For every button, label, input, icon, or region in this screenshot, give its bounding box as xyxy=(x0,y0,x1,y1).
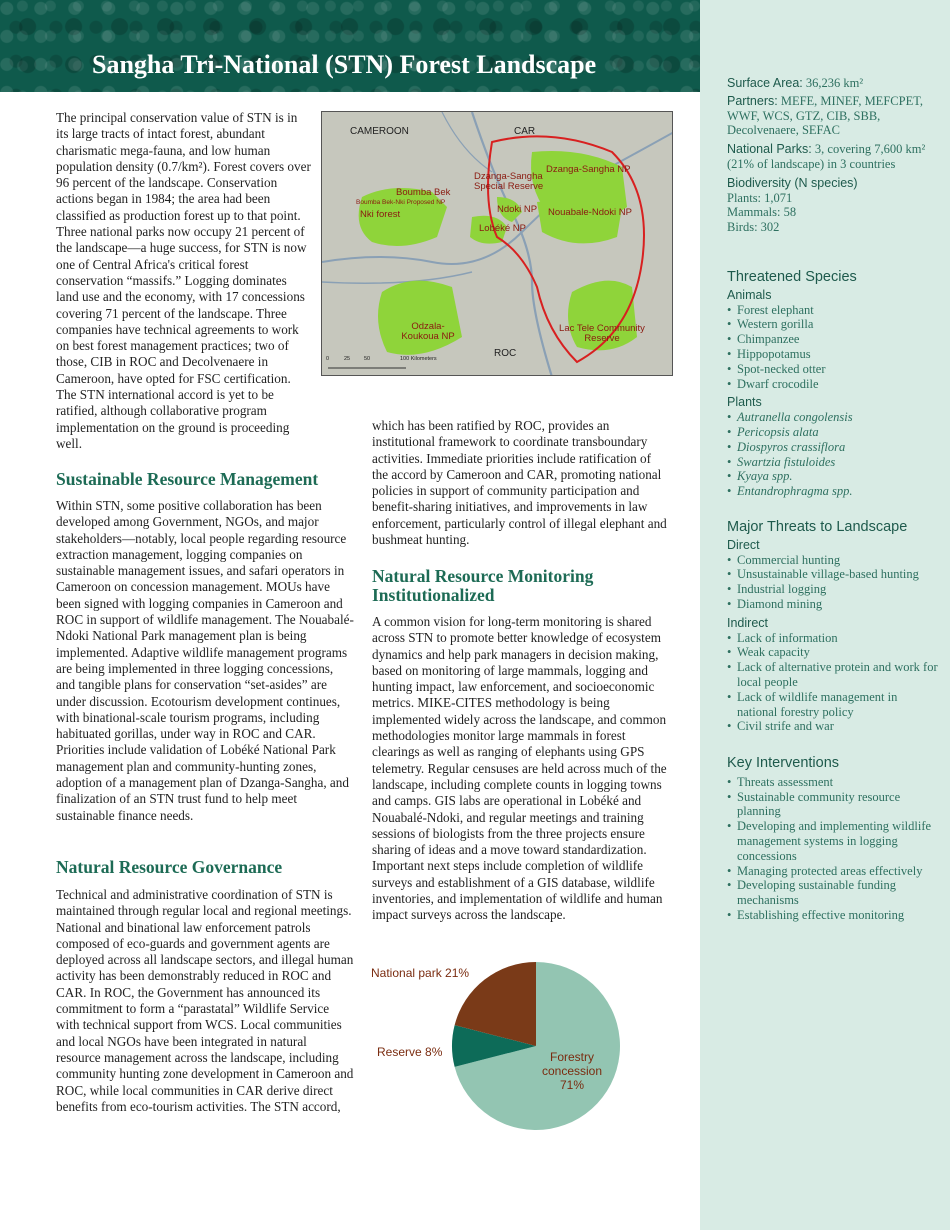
list-item: • Weak capacity xyxy=(727,645,939,660)
heading-monitoring: Natural Resource Monitoring Institutionalized xyxy=(372,566,594,605)
list-item: • Civil strife and war xyxy=(727,719,939,734)
list-item: • Unsustainable village-based hunting xyxy=(727,567,939,582)
map-country-car: CAR xyxy=(514,126,536,137)
heading-governance: Natural Resource Governance xyxy=(56,857,283,877)
governance-cont-column xyxy=(372,418,668,548)
list-item: • Hippopotamus xyxy=(727,347,939,362)
governance-cont-text: which has been ratified by ROC, provides an institutional framework to coordinate transboundary activities. Immediate priorities include ratification of the accord by Cameroon and CAR, promoting national policies in support of community participation and benefit-sharing initiatives, and improvements in law enforcement, particularly control of illegal elephant and bushmeat hunting. xyxy=(372,418,667,548)
heading-sustainable: Sustainable Resource Management xyxy=(56,469,319,489)
list-item: • Pericopsis alata xyxy=(727,425,939,440)
monitoring-text: A common vision for long-term monitoring is shared across STN to promote better knowledge of ecosystem dynamics and help park managers in decision making, based on monitoring of large mammals, logging and hunting impact, law enforcement, and socioeconomic metrics. MIKE-CITES methodology is being implemented widely across the landscape, and common methodologies monitor large mammals in forest clearings as well as ranging of elephants using GPS telemetry. Regular censuses are held across much of the landscape, including complete counts in logging towns and camps. GIS labs are operational in Lobéké and Nouabalé-Ndoki, and regular meetings and training sessions of biologists from the three projects ensure sharing of ideas and a move toward standardization. Important next steps include completion of wildlife surveys and establishment of a GIS database, wildlife inventories, and implementation of wildlife and human impact surveys across the landscape. xyxy=(372,614,667,923)
map-country-roc: ROC xyxy=(494,348,517,359)
list-item: • Developing sustainable funding mechanisms xyxy=(727,878,939,908)
list-item: • Lack of wildlife management in national forestry policy xyxy=(727,690,939,720)
sidebar-facts xyxy=(727,76,939,235)
pie-label-forestry xyxy=(533,1050,611,1092)
park-odzala xyxy=(378,281,462,355)
interventions-heading: Key Interventions xyxy=(727,755,840,771)
threats-heading: Major Threats to Landscape xyxy=(727,519,908,535)
header-band xyxy=(0,0,700,92)
intro-text: The principal conservation value of STN is in its large tracts of intact forest, abundant charismatic mega-fauna, and low human population density (0.7/km²). Forest covers over 96 percent of the landscape. Conservation actions began in 1984; the area had been classified as production forest up to that point. Three national parks now occupy 21 percent of the landscape—a huge success, for STN is now one of Central Africa's critical forest conservation “massifs.” Logging dominates land use and the economy, with 17 concessions covering 71 percent of the landscape. Three companies have technical agreements to work on best forest management practices; two of those, CIB in ROC and Decolvenaere in Cameroon, have opted for FSC certification. The STN international accord is yet to be ratified, although collaborative program implementation on the ground is proceeding well. xyxy=(56,110,311,451)
intro-column xyxy=(56,110,312,452)
plants-label: Plants xyxy=(727,395,762,410)
map-scale-tick-25: 25 xyxy=(344,356,351,362)
threatened-heading: Threatened Species xyxy=(727,269,857,285)
list-item: • Lack of alternative protein and work for local people xyxy=(727,660,939,690)
list-item: • Forest elephant xyxy=(727,303,939,318)
list-item: • Lack of information xyxy=(727,631,939,646)
plants-list xyxy=(727,410,939,499)
page-title: Sangha Tri-National (STN) Forest Landscape xyxy=(92,50,597,79)
pie-chart xyxy=(365,960,665,1140)
list-item: • Developing and implementing wildlife management systems in logging concessions xyxy=(727,819,939,863)
list-item: • Managing protected areas effectively xyxy=(727,864,939,879)
partners: Partners: MEFE, MINEF, MEFCPET, WWF, WCS, GTZ, CIB, SBB, Decolvenaere, SEFAC xyxy=(727,93,924,138)
map-label-lac-tele: Lac Tele Community Reserve xyxy=(559,323,645,344)
list-item: • Sustainable community resource planning xyxy=(727,790,939,820)
sustainable-column xyxy=(56,498,354,824)
list-item: • Autranella congolensis xyxy=(727,410,939,425)
direct-list xyxy=(727,553,939,612)
governance-column xyxy=(56,887,354,1115)
list-item: • Diospyros crassiflora xyxy=(727,440,939,455)
list-item: • Commercial hunting xyxy=(727,553,939,568)
pie-label-forestry-line1: Forestry xyxy=(549,1050,594,1064)
animals-list xyxy=(727,303,939,392)
list-item: • Establishing effective monitoring xyxy=(727,908,939,923)
map-label-dzanga-reserve: Dzanga-Sangha Special Reserve xyxy=(474,171,544,192)
indirect-label: Indirect xyxy=(727,615,768,630)
pie-label-forestry-line2: concession xyxy=(541,1064,603,1078)
sustainable-text: Within STN, some positive collaboration has been developed among Government, NGOs, and major stakeholders—notably, local people regarding resource extraction management, logging companies on sustainable management issues, and safari operators in Cameroon on concession management. MOUs have been signed with logging companies in Cameroon and ROC in support of wildlife management. The Nouabalé-Ndoki National Park management plan is being implemented. Adaptive wildlife management programs are being implemented in three logging concessions, and tangible plans for conservation “set-asides” are under discussion. Ecotourism development continues, with binational-scale tourism programs, including habituated gorillas, under way in ROC and CAR. Priorities include validation of Lobéké National Park management plan and community-hunting zones, adoption of a management plan of Dzanga-Sangha, and finalization of an STN trust fund to help meet sustainable finance needs. xyxy=(56,498,354,823)
national-parks: National Parks: 3, covering 7,600 km² (21% of landscape) in 3 countries xyxy=(727,142,926,171)
biodiversity: Biodiversity (N species) Plants: 1,071 Mammals: 58 Birds: 302 xyxy=(727,175,858,235)
governance-text: Technical and administrative coordination of STN is maintained through regular local and regional meetings. National and binational law enforcement patrols composed of eco-guards and government agents are deployed across all landscape sectors, and illegal human activity has been demonstrably reduced in ROC and CAR. In ROC, the Government has announced its commitment to form a “parastatal” Wildlife Service with technical support from WCS. Local communities and local NGOs have been integrated in natural resource management across the landscape, including community hunting zone development in Cameroon and ROC, while local communities in CAR derive direct benefits from eco-tourism activities. The STN accord, xyxy=(56,887,354,1114)
list-item: • Threats assessment xyxy=(727,775,939,790)
landscape-map xyxy=(321,111,673,376)
map-scale-tick-50: 50 xyxy=(364,356,371,362)
map-label-boumba-bek: Boumba Bek xyxy=(396,187,451,198)
list-item: • Western gorilla xyxy=(727,317,939,332)
map-label-odzala: Odzala-Koukoua NP xyxy=(401,321,455,342)
list-item: • Diamond mining xyxy=(727,597,939,612)
list-item: • Chimpanzee xyxy=(727,332,939,347)
major-threats xyxy=(727,520,939,734)
animals-label: Animals xyxy=(727,287,772,302)
map-label-ndoki: Ndoki NP xyxy=(497,204,538,215)
list-item: • Dwarf crocodile xyxy=(727,377,939,392)
list-item: • Swartzia fistuloides xyxy=(727,455,939,470)
threatened-species xyxy=(727,270,939,499)
map-scale-label: 100 Kilometers xyxy=(400,356,437,362)
interventions-list xyxy=(727,775,939,923)
list-item: • Entandrophragma spp. xyxy=(727,484,939,499)
list-item: • Spot-necked otter xyxy=(727,362,939,377)
surface-area: Surface Area: 36,236 km² xyxy=(727,76,864,90)
direct-label: Direct xyxy=(727,537,760,552)
pie-label-national-park: National park 21% xyxy=(371,966,470,980)
pie-label-forestry-line3: 71% xyxy=(559,1078,585,1092)
map-label-nki: Nki forest xyxy=(360,209,401,220)
monitoring-column xyxy=(372,614,668,924)
indirect-list xyxy=(727,631,939,735)
key-interventions xyxy=(727,756,939,923)
map-label-boumba-proposed: Boumba Bek-Nki Proposed NP xyxy=(356,199,446,206)
map-label-lobeke: Lobéké NP xyxy=(479,223,527,234)
list-item: • Kyaya spp. xyxy=(727,469,939,484)
map-scale-tick-0: 0 xyxy=(326,356,330,362)
pie-label-reserve: Reserve 8% xyxy=(377,1045,443,1059)
map-label-nouabale: Nouabale-Ndoki NP xyxy=(548,207,632,218)
list-item: • Industrial logging xyxy=(727,582,939,597)
map-country-cameroon: CAMEROON xyxy=(350,126,409,137)
map-label-dzanga-np: Dzanga-Sangha NP xyxy=(546,164,631,175)
